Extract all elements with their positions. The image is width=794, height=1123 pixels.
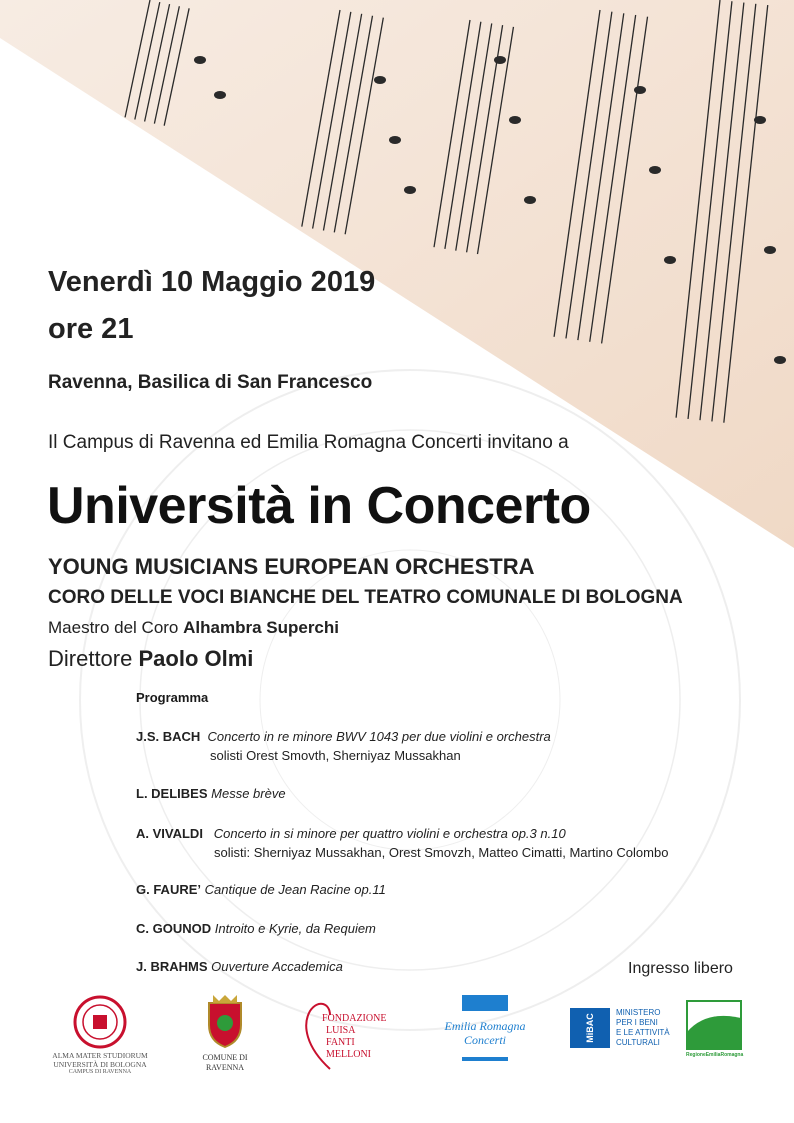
program-soloists: solisti: Sherniyaz Mussakhan, Orest Smovzh, Matteo Cimatti, Martino Colombo xyxy=(214,845,669,860)
program-work: Messe brève xyxy=(211,786,286,801)
comune-line1: COMUNE DI xyxy=(202,1053,248,1062)
program-item xyxy=(136,882,386,897)
mibac-mark-text: MiBAC xyxy=(585,1013,595,1043)
mibac-line2: PER I BENI xyxy=(616,1018,658,1027)
program-composer: J. BRAHMS xyxy=(136,959,208,974)
choir-master-name: Alhambra Superchi xyxy=(183,618,339,637)
fondazione-logo xyxy=(300,995,390,1075)
program-work: Concerto in si minore per quattro violini e orchestra op.3 n.10 xyxy=(213,826,566,841)
unibo-line3: CAMPUS DI RAVENNA xyxy=(68,1069,132,1075)
conductor-name: Paolo Olmi xyxy=(138,646,254,671)
program-composer: J.S. BACH xyxy=(136,729,201,744)
program-item xyxy=(136,959,343,974)
fondazione-line3: FANTI xyxy=(326,1037,355,1048)
mibac-mark xyxy=(570,1008,610,1048)
event-place: Ravenna, Basilica di San Francesco xyxy=(48,372,373,393)
conductor xyxy=(48,646,253,672)
unibo-line1: ALMA MATER STUDIORUM xyxy=(52,1051,148,1060)
unibo-line2: UNIVERSITÀ DI BOLOGNA xyxy=(53,1060,147,1069)
erc-bottom-bar xyxy=(462,1057,508,1061)
unibo-seal-icon xyxy=(73,995,127,1049)
program-soloists: solisti Orest Smovth, Sherniyaz Mussakhan xyxy=(210,748,461,763)
fondazione-line4: MELLONI xyxy=(326,1049,371,1060)
event-date: Venerdì 10 Maggio 2019 xyxy=(48,266,376,298)
event-time: ore 21 xyxy=(48,313,134,345)
program-work: Cantique de Jean Racine op.11 xyxy=(204,882,386,897)
erc-top-bar xyxy=(462,995,508,1011)
erc-line2: Concerti xyxy=(464,1033,506,1047)
crest-icon xyxy=(205,995,245,1049)
comune-ravenna-logo xyxy=(190,995,260,1075)
unibo-logo xyxy=(40,995,160,1075)
mibac-logo xyxy=(570,1008,670,1058)
orchestra-name: YOUNG MUSICIANS EUROPEAN ORCHESTRA xyxy=(48,554,535,579)
mibac-line1: MINISTERO xyxy=(616,1008,661,1017)
regione-logo xyxy=(686,1000,746,1064)
free-entry: Ingresso libero xyxy=(628,960,733,977)
program-composer: A. VIVALDI xyxy=(136,826,203,841)
erc-logo xyxy=(430,995,540,1070)
choir-master-label: Maestro del Coro xyxy=(48,618,179,637)
conductor-label: Direttore xyxy=(48,646,133,671)
program-item xyxy=(136,826,566,841)
regione-text: RegioneEmiliaRomagna xyxy=(686,1052,744,1058)
fondazione-line1: FONDAZIONE xyxy=(322,1013,387,1024)
event-invite: Il Campus di Ravenna ed Emilia Romagna Concerti invitano a xyxy=(48,432,569,453)
program-work: Introito e Kyrie, da Requiem xyxy=(214,921,376,936)
program-item xyxy=(136,921,376,936)
program-composer: G. FAURE’ xyxy=(136,882,202,897)
mibac-line4: CULTURALI xyxy=(616,1038,660,1047)
choir-master xyxy=(48,618,339,638)
regione-flag-icon xyxy=(686,1000,742,1050)
event-title: Università in Concerto xyxy=(47,477,591,535)
mibac-line3: E LE ATTIVITÀ xyxy=(616,1028,670,1037)
program-item xyxy=(136,729,551,744)
comune-line2: RAVENNA xyxy=(205,1063,245,1072)
program-composer: L. DELIBES xyxy=(136,786,208,801)
program-work: Concerto in re minore BWV 1043 per due violini e orchestra xyxy=(207,729,551,744)
fondazione-line2: LUISA xyxy=(326,1025,356,1036)
program-item xyxy=(136,786,286,801)
erc-line1: Emilia Romagna xyxy=(444,1019,526,1033)
program-composer: C. GOUNOD xyxy=(136,921,212,936)
choir-name: CORO DELLE VOCI BIANCHE DEL TEATRO COMUNALE DI BOLOGNA xyxy=(48,587,683,608)
program-work: Ouverture Accademica xyxy=(211,959,343,974)
program-heading: Programma xyxy=(136,690,209,705)
